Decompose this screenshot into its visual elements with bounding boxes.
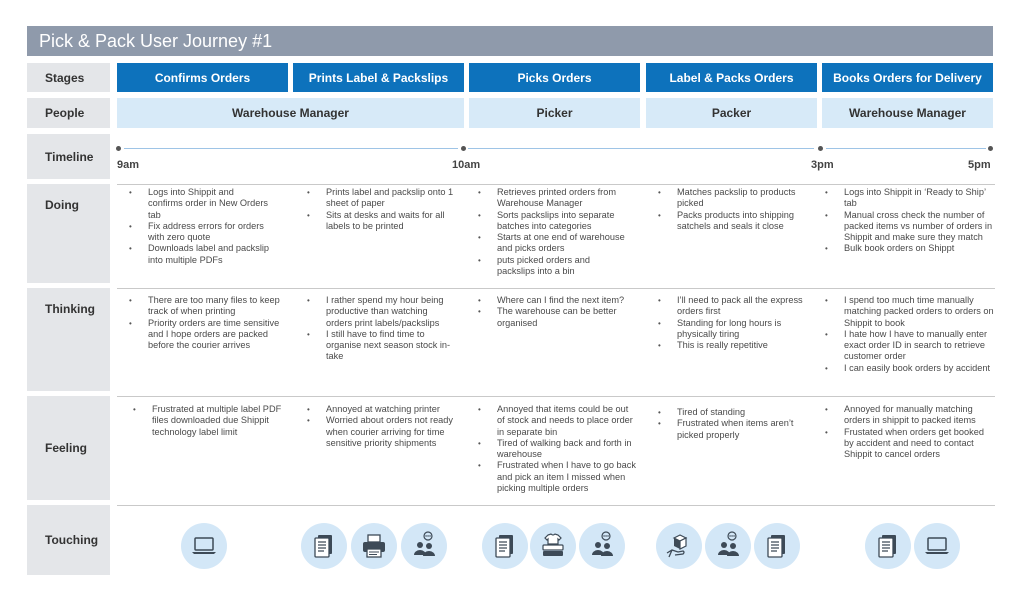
list-item: • Sits at desks and waits for all labels to be printed: [326, 210, 454, 233]
row-label-thinking: Thinking: [27, 288, 110, 391]
timeline-dot: [461, 146, 466, 151]
feeling-prints-label: [295, 404, 462, 449]
thinking-confirms-orders: [117, 295, 288, 351]
document-stack-icon: [301, 523, 347, 569]
person-packer: Packer: [646, 98, 817, 128]
list-item: • Priority orders are time sensitive and I hope orders are packed before the courier arrives: [148, 318, 288, 352]
feeling-label-packs-orders: [646, 407, 807, 441]
doing-prints-label: [295, 187, 454, 232]
list-item: • Tired of walking back and forth in warehouse: [497, 438, 637, 461]
document-stack-icon: [482, 523, 528, 569]
document-stack-icon: [865, 523, 911, 569]
timeline-line: [124, 148, 458, 149]
list-item: • There are too many files to keep track of when printing: [148, 295, 288, 318]
list-item: • Sorts packslips into separate batches into categories: [497, 210, 625, 233]
row-label-stages: Stages: [27, 63, 110, 92]
thinking-picks-orders: [466, 295, 637, 329]
feeling-picks-orders: [466, 404, 637, 494]
person-warehouse-manager: Warehouse Manager: [117, 98, 464, 128]
list-item: • Where can I find the next item?: [497, 295, 637, 306]
list-item: • Packs products into shipping satchels and seals it close: [677, 210, 807, 233]
row-label-feeling: Feeling: [27, 396, 110, 500]
list-item: • Annoyed at watching printer: [326, 404, 462, 415]
thinking-prints-label: [295, 295, 456, 363]
timeline-line: [468, 148, 814, 149]
thinking-books-orders: [813, 295, 994, 374]
row-divider: [117, 505, 995, 506]
doing-label-packs-orders: [646, 187, 807, 232]
list-item: • Standing for long hours is physically tiring: [677, 318, 809, 341]
list-item: • Frustrated at multiple label PDF files downloaded due Shippit technology label limit: [152, 404, 294, 438]
row-divider: [117, 396, 995, 397]
list-item: • Matches packslip to products picked: [677, 187, 807, 210]
timeline-dot: [116, 146, 121, 151]
person-picker: Picker: [469, 98, 640, 128]
timeline-line: [826, 148, 986, 149]
list-item: • Tired of standing: [677, 407, 807, 418]
list-item: • Retrieves printed orders from Warehouse Manager: [497, 187, 625, 210]
box-in-hand-icon: [656, 523, 702, 569]
row-label-touching: Touching: [27, 505, 110, 575]
doing-books-orders: [813, 187, 994, 255]
timeline-dot: [818, 146, 823, 151]
stage-books-orders: Books Orders for Delivery: [822, 63, 993, 92]
list-item: • Downloads label and packslip into multiple PDFs: [148, 243, 270, 266]
list-item: • I still have to find time to organise next season stock in-take: [326, 329, 456, 363]
list-item: • I can easily book orders by accident: [844, 363, 994, 374]
stacked-products-icon: [530, 523, 576, 569]
list-item: • puts picked orders and packslips into a bin: [497, 255, 625, 278]
person-warehouse-manager-2: Warehouse Manager: [822, 98, 993, 128]
list-item: • Annoyed for manually matching orders in shippit to packed items: [844, 404, 994, 427]
thinking-label-packs-orders: [646, 295, 809, 351]
row-label-doing: Doing: [27, 184, 110, 283]
list-item: • This is really repetitive: [677, 340, 809, 351]
list-item: • I spend too much time manually matching packed orders to orders on Shippit to book: [844, 295, 994, 329]
timeline-time-10am: 10am: [452, 159, 481, 171]
list-item: • The warehouse can be better organised: [497, 306, 637, 329]
stage-picks-orders: Picks Orders: [469, 63, 640, 92]
row-divider: [117, 288, 995, 289]
list-item: • Logs into Shippit in ‘Ready to Ship’ tab: [844, 187, 994, 210]
feeling-confirms-orders: [121, 404, 294, 438]
list-item: • Frustrated when I have to go back and pick an item I missed when picking multiple orders: [497, 460, 637, 494]
list-item: • I hate how I have to manually enter exact order ID in search to retrieve customer order: [844, 329, 994, 363]
list-item: • Annoyed that items could be out of stock and needs to place order in separate bin: [497, 404, 637, 438]
list-item: • Prints label and packslip onto 1 sheet of paper: [326, 187, 454, 210]
laptop-icon: [181, 523, 227, 569]
timeline-time-3pm: 3pm: [811, 159, 834, 171]
list-item: • Manual cross check the number of packed items vs number of orders in Shippit and make sure they match: [844, 210, 994, 244]
people-chat-icon: [579, 523, 625, 569]
people-chat-icon: [705, 523, 751, 569]
list-item: • Frustrated when items aren’t picked properly: [677, 418, 807, 441]
stage-label-packs-orders: Label & Packs Orders: [646, 63, 817, 92]
row-label-timeline: Timeline: [27, 134, 110, 179]
list-item: • Starts at one end of warehouse and picks orders: [497, 232, 625, 255]
list-item: • Frustated when orders get booked by accident and need to contact Shippit to cancel orders: [844, 427, 994, 461]
row-label-people: People: [27, 98, 110, 128]
timeline-dot: [988, 146, 993, 151]
list-item: • I rather spend my hour being productive than watching orders print labels/packslips: [326, 295, 456, 329]
doing-picks-orders: [466, 187, 625, 277]
list-item: • Worried about orders not ready when courier arriving for time sensitive priority shipments: [326, 415, 462, 449]
page-title: Pick & Pack User Journey #1: [27, 26, 993, 56]
list-item: • I’ll need to pack all the express orders first: [677, 295, 809, 318]
stage-prints-label: Prints Label & Packslips: [293, 63, 464, 92]
document-stack-icon: [754, 523, 800, 569]
list-item: • Logs into Shippit and confirms order in New Orders tab: [148, 187, 270, 221]
list-item: • Fix address errors for orders with zero quote: [148, 221, 270, 244]
doing-confirms-orders: [117, 187, 270, 266]
list-item: • Bulk book orders on Shippt: [844, 243, 994, 254]
timeline-time-5pm: 5pm: [968, 159, 991, 171]
row-divider: [117, 184, 995, 185]
laptop-icon: [914, 523, 960, 569]
people-chat-icon: [401, 523, 447, 569]
feeling-books-orders: [813, 404, 994, 460]
timeline-time-9am: 9am: [117, 159, 140, 171]
stage-confirms-orders: Confirms Orders: [117, 63, 288, 92]
printer-icon: [351, 523, 397, 569]
